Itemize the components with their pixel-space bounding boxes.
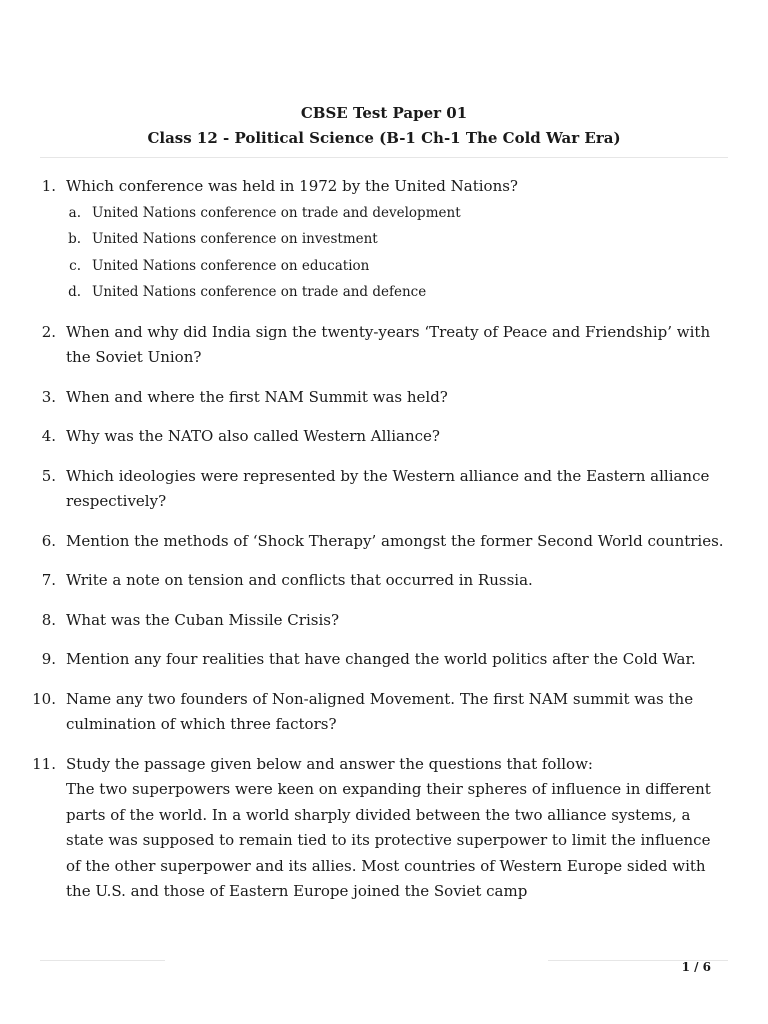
option-text: United Nations conference on trade and development xyxy=(92,204,461,221)
option-text: United Nations conference on trade and defence xyxy=(92,284,427,300)
document-subtitle: Class 12 - Political Science (B-1 Ch-1 The Cold War Era) xyxy=(147,129,621,147)
question-number: 6. xyxy=(41,531,56,550)
question-text: Mention any four realities that have changed the world politics after the Cold War. xyxy=(66,650,696,668)
option-letter: b. xyxy=(68,231,81,247)
page-number: 1 / 6 xyxy=(681,960,711,974)
question-text: Name any two founders of Non-aligned Movement. The first NAM summit was the culmination of which three factors? xyxy=(66,689,694,733)
document-title: CBSE Test Paper 01 xyxy=(300,104,468,122)
question-text: Why was the NATO also called Western Alliance? xyxy=(66,427,440,445)
question-number: 1. xyxy=(41,177,56,195)
footer-divider-left xyxy=(40,960,165,961)
question-8 xyxy=(0,608,768,634)
question-text: Which conference was held in 1972 by the United Nations? xyxy=(66,177,518,195)
option-text: United Nations conference on investment xyxy=(92,231,378,247)
question-number: 2. xyxy=(41,322,56,341)
header-divider xyxy=(40,157,728,158)
option-list xyxy=(0,200,768,306)
option-letter: c. xyxy=(69,257,81,274)
question-3 xyxy=(0,385,768,411)
option-c xyxy=(0,253,768,280)
question-4 xyxy=(0,424,768,450)
question-1 xyxy=(0,174,768,306)
question-list xyxy=(0,174,768,919)
question-number: 5. xyxy=(41,466,56,485)
document-header xyxy=(0,101,768,151)
question-number: 3. xyxy=(41,387,56,406)
question-text: When and why did India sign the twenty-years ‘Treaty of Peace and Friendship’ with the Soviet Union? xyxy=(66,322,711,366)
question-number: 11. xyxy=(32,754,56,773)
question-10 xyxy=(0,687,768,738)
question-text: What was the Cuban Missile Crisis? xyxy=(66,610,339,629)
question-text: When and where the first NAM Summit was held? xyxy=(66,387,448,406)
option-letter: a. xyxy=(68,204,81,221)
question-text: Which ideologies were represented by the Western alliance and the Eastern alliance respectively? xyxy=(66,466,710,510)
question-text: Write a note on tension and conflicts that occurred in Russia. xyxy=(66,571,533,589)
question-9 xyxy=(0,647,768,673)
question-2 xyxy=(0,320,768,371)
option-d xyxy=(0,279,768,306)
option-letter: d. xyxy=(68,284,81,300)
option-text: United Nations conference on education xyxy=(92,257,370,274)
option-a xyxy=(0,200,768,227)
question-6 xyxy=(0,529,768,555)
question-7 xyxy=(0,568,768,594)
question-text: Mention the methods of ‘Shock Therapy’ amongst the former Second World countries. xyxy=(66,531,724,550)
question-number: 10. xyxy=(32,689,56,708)
question-5 xyxy=(0,464,768,515)
question-number: 7. xyxy=(41,571,56,589)
question-number: 8. xyxy=(41,610,56,629)
question-text: Study the passage given below and answer the questions that follow: xyxy=(66,754,593,773)
question-number: 4. xyxy=(41,427,56,445)
question-11 xyxy=(0,752,768,905)
option-b xyxy=(0,226,768,253)
question-number: 9. xyxy=(41,650,56,668)
passage-text: The two superpowers were keen on expanding their spheres of influence in different parts of the world. In a world sharply divided between the two alliance systems, a state was supposed to remain tied to its protective superpower to limit the influence of the other superpower and its allies. Most countries of Western Europe sided with the U.S. and those of Eastern Europe joined the Soviet camp xyxy=(66,780,711,900)
